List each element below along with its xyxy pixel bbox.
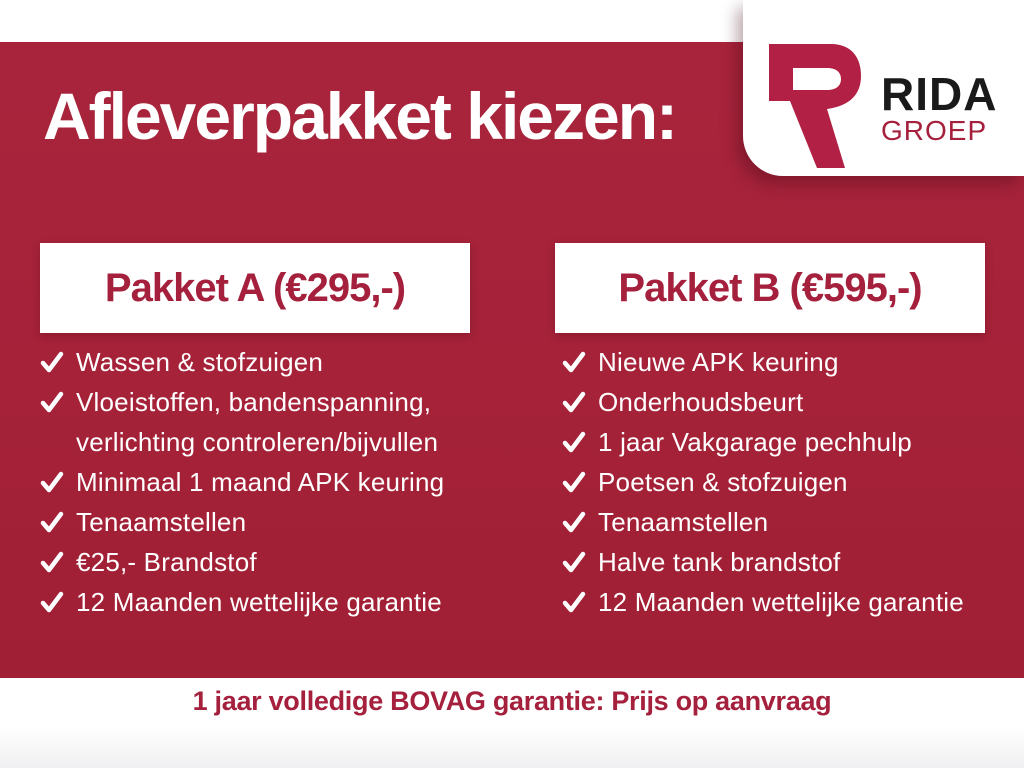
package-b-header[interactable]	[555, 243, 985, 333]
list-item-label: €25,- Brandstof	[76, 547, 257, 577]
package-a-list	[40, 342, 502, 622]
list-item-label: Nieuwe APK keuring	[598, 347, 839, 377]
list-item-label: 12 Maanden wettelijke garantie	[598, 587, 964, 617]
package-b-title: Pakket B (€595,-)	[618, 265, 922, 310]
list-item-label: Halve tank brandstof	[598, 547, 841, 577]
list-item	[40, 462, 502, 502]
check-icon	[40, 502, 76, 534]
check-icon	[562, 382, 598, 414]
check-icon	[40, 542, 76, 574]
footer-band	[0, 678, 1024, 768]
list-item	[562, 382, 1024, 422]
list-item-label: Vloeistoffen, bandenspanning, verlichting controleren/bijvullen	[76, 387, 439, 457]
check-icon	[562, 582, 598, 614]
brand-wordmark	[881, 68, 998, 146]
brand-name: RIDA	[881, 68, 998, 120]
list-item-label: 1 jaar Vakgarage pechhulp	[598, 427, 912, 457]
list-item-label: Tenaamstellen	[76, 507, 247, 537]
check-icon	[40, 462, 76, 494]
check-icon	[562, 542, 598, 574]
brand-logo-box	[743, 0, 1024, 176]
check-icon	[562, 342, 598, 374]
package-a-header[interactable]	[40, 243, 470, 333]
list-item	[562, 502, 1024, 542]
page-title: Afleverpakket kiezen:	[43, 79, 676, 153]
list-item-label: Wassen & stofzuigen	[76, 347, 324, 377]
check-icon	[40, 382, 76, 414]
check-icon	[40, 342, 76, 374]
list-item	[562, 342, 1024, 382]
list-item-label: Tenaamstellen	[598, 507, 769, 537]
list-item-label: Minimaal 1 maand APK keuring	[76, 467, 445, 497]
list-item	[562, 422, 1024, 462]
check-icon	[562, 422, 598, 454]
list-item	[40, 542, 502, 582]
list-item	[562, 582, 1024, 622]
list-item	[40, 342, 502, 382]
list-item	[40, 582, 502, 622]
rida-r-logo-icon	[769, 44, 861, 175]
footer-note: 1 jaar volledige BOVAG garantie: Prijs op aanvraag	[192, 686, 832, 716]
list-item	[40, 382, 502, 462]
list-item-label: Poetsen & stofzuigen	[598, 467, 848, 497]
list-item	[562, 542, 1024, 582]
check-icon	[562, 462, 598, 494]
check-icon	[562, 502, 598, 534]
package-a-title: Pakket A (€295,-)	[104, 265, 406, 310]
brand-subname: GROEP	[881, 115, 988, 146]
list-item	[562, 462, 1024, 502]
list-item-label: Onderhoudsbeurt	[598, 387, 804, 417]
list-item-label: 12 Maanden wettelijke garantie	[76, 587, 442, 617]
package-b-list	[562, 342, 1024, 622]
check-icon	[40, 582, 76, 614]
list-item	[40, 502, 502, 542]
